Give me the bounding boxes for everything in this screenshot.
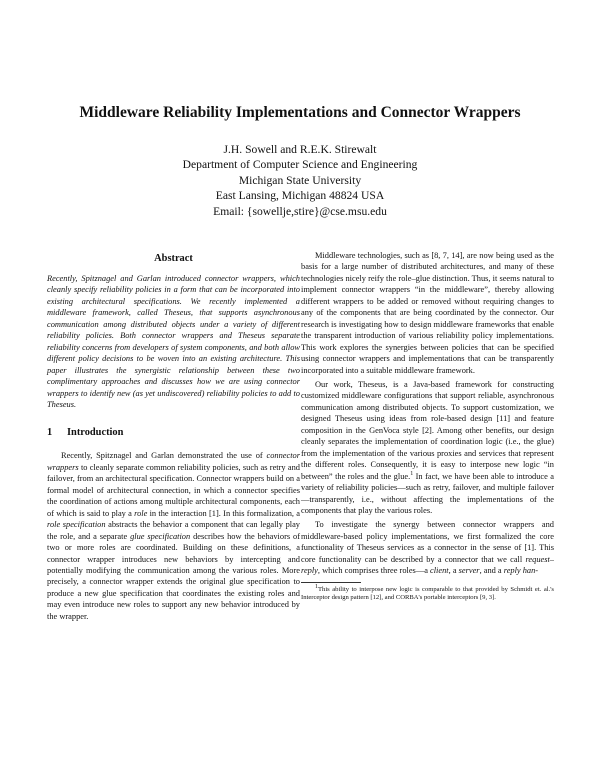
text-run: To investigate the synergy between connector wrappers and middleware-based policy implementations, we first formalized the core functionality of Theseus services as a connector in the sense of [1]. This core functionality can be described by a connector that we call — [301, 520, 554, 564]
emphasis-text: request–reply — [301, 554, 554, 576]
author-names: J.H. Sowell and R.E.K. Stirewalt — [223, 143, 377, 156]
abstract-section — [47, 253, 300, 410]
text-run: describes how the behaviors of two or more roles are coordinated. Building on these definitions, a connector wrapper introduces new behaviors by intercepting and potentially modifying the communication among the various roles. More precisely, a connector wrapper extends the original glue specification to produce a new glue specification that coordinates the existing roles and may even introduce new roles to support any new behavior introduced by the wrapper. — [47, 531, 300, 621]
abstract-heading: Abstract — [154, 253, 193, 264]
body-paragraph — [301, 379, 554, 516]
emphasis-text: reply han- — [503, 566, 539, 576]
body-paragraph: Middleware technologies, such as [8, 7, 14], are now being used as the basis for a large number of distributed architectures, and many of these technologies nicely reify the role–glue distinction. Thus, it seems natural to implement connector wrappers “in the middleware”, thereby allowing different wrappers to be added or removed without requiring changes to any of the components that are being coordinated by the connector. Our research is investigating how to design middleware frameworks that enable the transparent introduction of various reliability policy implementations. This work explores the synergies between policies that can be specified using connector wrappers and implementations that can be transparently incorporated into a suitable middleware framework. — [301, 251, 554, 375]
abstract-text: Recently, Spitznagel and Garlan introduced connector wrappers, which cleanly specify reliability policies in a form that can be incorporated into existing architectural specifications. We recently implemented a middleware framework, called Theseus, that supports asynchronous communication among distributed objects under a variety of different reliability policies. Both connector wrappers and Theseus separate reliability concerns from developers of system components, and both allow different policy decisions to be woven into an existing architecture. This paper illustrates the synergistic relationship between these two complimentary approaches and discusses how we are using connector wrappers to identify new (as yet undiscovered) reliability policies to add to Theseus. — [47, 274, 300, 409]
text-run: in the interaction [1]. In this formalization, a — [147, 508, 300, 518]
text-run: This ability to interpose new logic is comparable to that provided by Schmidt et. al.'s Interceptor design pattern [12], and CORBA's portable interceptors [9, 3]. — [301, 585, 554, 602]
affiliation-department: Department of Computer Science and Engineering — [182, 158, 418, 172]
emphasis-text: server — [458, 566, 480, 576]
section-title: Introduction — [67, 427, 124, 439]
author-block — [0, 142, 600, 219]
footnote-divider — [301, 582, 361, 583]
text-run: , a — [448, 566, 459, 576]
section-heading-introduction — [47, 427, 300, 438]
paper-title: Middleware Reliability Implementations and Connector Wrappers — [79, 104, 521, 121]
right-column — [301, 250, 554, 603]
footnote-reference: 1 — [410, 470, 414, 477]
left-column — [47, 250, 300, 622]
footnote — [301, 583, 554, 603]
emphasis-text: connector wrappers — [47, 451, 300, 472]
text-run: , which comprises three roles—a — [317, 566, 431, 576]
footnote-mark: 1 — [315, 583, 318, 590]
text-run: In fact, we have been able to introduce a variety of reliability policies—such as retry, failover, and multiple failover—transparently, i.e., without affecting the implementations of the components that play the various roles. — [301, 471, 555, 515]
emphasis-text: role — [134, 508, 148, 518]
author-email: Email: {sowellje,stire}@cse.msu.edu — [213, 204, 387, 218]
intro-paragraph — [47, 450, 300, 622]
section-number: 1 — [47, 427, 53, 439]
affiliation-city: East Lansing, Michigan 48824 USA — [215, 189, 385, 203]
body-paragraph — [301, 519, 554, 576]
text-run: Our work, Theseus, is a Java-based framework for constructing customized middleware configurations that support reliable, asynchronous communication among distributed objects. To support customization, we designed Theseus using ideas from role-based design [11] and feature composition in the GenVoca style [2]. Among other benefits, our design cleanly separates the implementation of coordination logic (i.e., the glue) from the implementation of the various proxies and services that represent the different roles. Consequently, it is easy to interpose new logic “in between” the roles and the glue. — [301, 379, 554, 481]
footnote-text — [301, 583, 554, 603]
emphasis-text: client — [430, 566, 449, 576]
emphasis-text: glue specification — [130, 531, 191, 541]
text-run: Recently, Spitznagel and Garlan demonstrated the use of — [61, 451, 267, 461]
text-run: to cleanly separate common reliability policies, such as retry and failover, from an architectural specification. Connector wrappers build on a formal model of architectural connection, in which a connector specifies the coordination of actions among multiple architectural components, each of which is said to play a — [47, 462, 300, 518]
emphasis-text: role specification — [47, 520, 106, 530]
text-run: , and a — [479, 566, 504, 576]
text-run: abstracts the behavior a component that can legally play the role, and a separate — [47, 520, 300, 541]
affiliation-university: Michigan State University — [238, 173, 362, 187]
